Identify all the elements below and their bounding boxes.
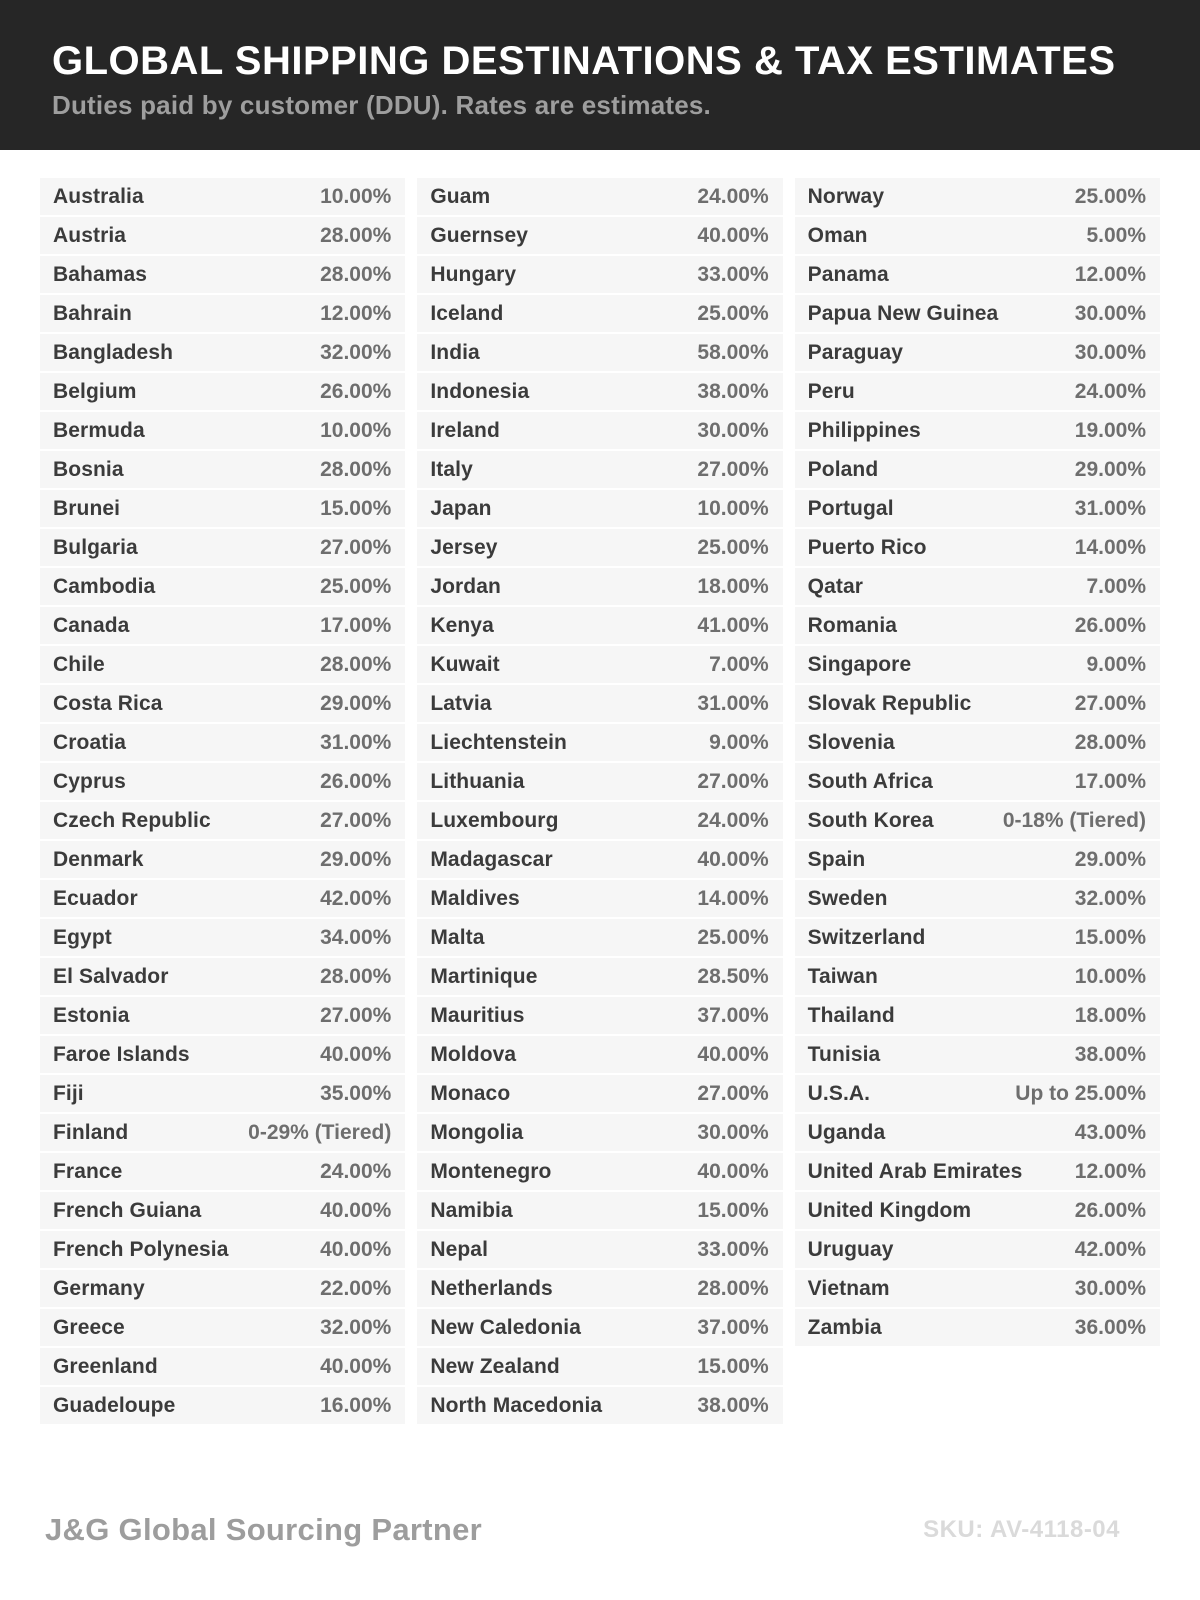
country-name: Finland [53,1120,129,1144]
country-name: Japan [430,496,492,520]
country-name: French Polynesia [53,1237,229,1261]
table-row [417,958,782,995]
brand-name: J&G Global Sourcing Partner [45,1512,483,1547]
country-name: Kenya [430,613,494,637]
tax-rate-value: 33.00% [697,262,769,286]
table-row [40,490,405,527]
table-row [40,685,405,722]
country-name: Monaco [430,1081,511,1105]
country-name: Guernsey [430,223,529,247]
country-name: Fiji [53,1081,84,1105]
country-name: New Caledonia [430,1315,581,1339]
country-name: Brunei [53,496,121,520]
table-row [40,997,405,1034]
table-row [417,1270,782,1307]
country-name: Germany [53,1276,145,1300]
table-row [417,1309,782,1346]
table-row [795,841,1160,878]
tax-rate-value: 25.00% [697,925,769,949]
table-row [417,646,782,683]
table-row [417,1114,782,1151]
table-row [795,1075,1160,1112]
table-row [40,1192,405,1229]
tax-rate-value: 30.00% [697,418,769,442]
country-name: Australia [53,184,144,208]
country-name: Portugal [807,496,894,520]
table-row [795,529,1160,566]
tax-rate-value: 31.00% [697,691,769,715]
tax-rate-table [40,178,1160,1426]
table-row [417,178,782,215]
table-row [795,1114,1160,1151]
tax-rate-value: 58.00% [697,340,769,364]
table-row [417,1192,782,1229]
country-name: Tunisia [807,1042,881,1066]
tax-rate-value: 24.00% [320,1159,392,1183]
table-row [795,490,1160,527]
tax-rate-value: 30.00% [1074,1276,1146,1300]
country-name: Slovak Republic [807,691,972,715]
country-name: Iceland [430,301,504,325]
country-name: Peru [807,379,855,403]
tax-rate-value: 15.00% [697,1354,769,1378]
tax-rate-value: 29.00% [1074,457,1146,481]
country-name: Chile [53,652,105,676]
tax-rate-value: 28.00% [320,223,392,247]
table-row [40,958,405,995]
table-row [795,1309,1160,1346]
tax-rate-value: 26.00% [320,379,392,403]
tax-rate-value: 28.00% [320,457,392,481]
tax-rate-value: 10.00% [697,496,769,520]
tax-rate-value: 15.00% [1074,925,1146,949]
tax-rate-value: 18.00% [697,574,769,598]
tax-rate-value: 28.00% [697,1276,769,1300]
table-row [795,763,1160,800]
country-name: U.S.A. [807,1081,871,1105]
table-row [40,763,405,800]
tax-rate-value: 31.00% [320,730,392,754]
tax-rate-value: 12.00% [320,301,392,325]
table-row [795,373,1160,410]
table-row [417,841,782,878]
table-row [795,724,1160,761]
tax-rate-value: 12.00% [1074,262,1146,286]
table-row [40,295,405,332]
country-name: Bahamas [53,262,148,286]
country-name: Estonia [53,1003,130,1027]
tax-rate-value: 40.00% [697,1159,769,1183]
country-name: United Arab Emirates [807,1159,1023,1183]
country-name: Nepal [430,1237,489,1261]
tax-rate-value: 35.00% [320,1081,392,1105]
table-row [417,1231,782,1268]
table-row [40,1309,405,1346]
tax-rate-value: 30.00% [1074,301,1146,325]
country-name: Slovenia [807,730,895,754]
country-name: Switzerland [807,925,926,949]
table-row [40,178,405,215]
tax-rate-value: 0-18% (Tiered) [1002,808,1146,832]
country-name: New Zealand [430,1354,560,1378]
country-name: Greece [53,1315,125,1339]
table-row [40,451,405,488]
table-row [795,958,1160,995]
tax-rate-value: 16.00% [320,1393,392,1417]
table-row [40,1075,405,1112]
country-name: Latvia [430,691,492,715]
country-name: Cambodia [53,574,156,598]
country-name: Canada [53,613,130,637]
country-name: Malta [430,925,485,949]
tax-rate-value: 10.00% [1074,964,1146,988]
tax-rate-value: 36.00% [1074,1315,1146,1339]
table-row [417,1387,782,1424]
country-name: Ecuador [53,886,138,910]
country-name: Panama [807,262,889,286]
table-row [795,997,1160,1034]
tax-rate-value: 22.00% [320,1276,392,1300]
tax-rate-value: 40.00% [320,1237,392,1261]
tax-rate-value: Up to 25.00% [1015,1081,1146,1105]
tax-rate-value: 10.00% [320,418,392,442]
tax-rate-value: 24.00% [697,808,769,832]
table-row [40,373,405,410]
table-row [795,1036,1160,1073]
table-row [417,880,782,917]
tax-rate-value: 5.00% [1086,223,1146,247]
country-name: Mauritius [430,1003,525,1027]
tax-rate-value: 34.00% [320,925,392,949]
table-row [795,334,1160,371]
tax-rate-value: 38.00% [1074,1042,1146,1066]
table-row [795,1192,1160,1229]
table-column-3 [795,178,1160,1348]
table-row [417,1036,782,1073]
country-name: Croatia [53,730,127,754]
tax-rate-value: 32.00% [320,1315,392,1339]
tax-rate-value: 40.00% [320,1354,392,1378]
tax-rate-value: 41.00% [697,613,769,637]
table-row [795,802,1160,839]
country-name: South Africa [807,769,933,793]
table-column-1 [40,178,405,1426]
country-name: Thailand [807,1003,895,1027]
country-name: Puerto Rico [807,535,927,559]
table-row [40,334,405,371]
tax-rate-value: 28.00% [1074,730,1146,754]
tax-rate-value: 14.00% [697,886,769,910]
table-row [417,568,782,605]
tax-rate-value: 27.00% [697,1081,769,1105]
table-row [40,1348,405,1385]
table-row [795,1153,1160,1190]
country-name: Poland [807,457,879,481]
tax-rate-value: 24.00% [1074,379,1146,403]
table-row [417,373,782,410]
tax-rate-value: 19.00% [1074,418,1146,442]
table-row [40,1153,405,1190]
country-name: Denmark [53,847,144,871]
country-name: Maldives [430,886,520,910]
table-row [40,802,405,839]
table-row [417,919,782,956]
tax-rate-value: 26.00% [1074,613,1146,637]
table-row [795,178,1160,215]
tax-rate-value: 29.00% [320,691,392,715]
country-name: Lithuania [430,769,525,793]
country-name: Belgium [53,379,137,403]
country-name: Luxembourg [430,808,559,832]
table-row [40,217,405,254]
country-name: Mongolia [430,1120,524,1144]
country-name: France [53,1159,123,1183]
table-row [417,724,782,761]
table-row [795,568,1160,605]
table-row [40,529,405,566]
page-subtitle: Duties paid by customer (DDU). Rates are estimates. [52,90,711,120]
country-name: Netherlands [430,1276,553,1300]
table-row [417,763,782,800]
country-name: Martinique [430,964,538,988]
tax-rate-value: 18.00% [1074,1003,1146,1027]
tax-rate-value: 27.00% [320,808,392,832]
table-row [417,802,782,839]
country-name: Bermuda [53,418,145,442]
tax-rate-value: 17.00% [320,613,392,637]
country-name: Oman [807,223,868,247]
country-name: Vietnam [807,1276,890,1300]
tax-rate-value: 27.00% [320,535,392,559]
country-name: Indonesia [430,379,530,403]
tax-rate-value: 28.00% [320,262,392,286]
country-name: Montenegro [430,1159,552,1183]
table-row [40,646,405,683]
tax-rate-value: 25.00% [697,301,769,325]
tax-rate-value: 29.00% [1074,847,1146,871]
tax-rate-value: 15.00% [697,1198,769,1222]
table-row [417,412,782,449]
country-name: Austria [53,223,127,247]
tax-rate-value: 14.00% [1074,535,1146,559]
country-name: Bangladesh [53,340,174,364]
table-row [417,256,782,293]
page-title: GLOBAL SHIPPING DESTINATIONS & TAX ESTIMATES [52,39,1116,83]
country-name: Spain [807,847,866,871]
table-row [40,1036,405,1073]
country-name: El Salvador [53,964,169,988]
tax-rate-value: 28.00% [320,652,392,676]
tax-rate-value: 37.00% [697,1003,769,1027]
table-row [795,217,1160,254]
country-name: Qatar [807,574,864,598]
country-name: Norway [807,184,885,208]
table-row [417,217,782,254]
country-name: Liechtenstein [430,730,567,754]
tax-rate-value: 9.00% [709,730,769,754]
table-row [795,412,1160,449]
tax-rate-value: 9.00% [1086,652,1146,676]
tax-rate-value: 26.00% [1074,1198,1146,1222]
tax-rate-value: 24.00% [697,184,769,208]
country-name: Zambia [807,1315,882,1339]
table-row [795,685,1160,722]
table-column-2 [417,178,782,1426]
table-row [40,1270,405,1307]
tax-rate-value: 27.00% [1074,691,1146,715]
table-row [417,1075,782,1112]
tax-rate-value: 42.00% [1074,1237,1146,1261]
tax-rate-value: 28.00% [320,964,392,988]
tax-rate-value: 27.00% [697,769,769,793]
table-row [40,1231,405,1268]
country-name: Namibia [430,1198,513,1222]
country-name: Moldova [430,1042,517,1066]
country-name: Cyprus [53,769,126,793]
tax-rate-value: 31.00% [1074,496,1146,520]
tax-rate-value: 10.00% [320,184,392,208]
tax-rate-value: 28.50% [697,964,769,988]
tax-rate-value: 7.00% [1086,574,1146,598]
table-row [417,997,782,1034]
country-name: North Macedonia [430,1393,603,1417]
country-name: Madagascar [430,847,553,871]
tax-rate-value: 30.00% [1074,340,1146,364]
table-row [795,607,1160,644]
table-row [417,529,782,566]
tax-rate-value: 32.00% [320,340,392,364]
header-banner [0,0,1200,150]
table-row [40,256,405,293]
table-row [417,451,782,488]
country-name: Philippines [807,418,921,442]
country-name: Egypt [53,925,112,949]
tax-rate-value: 43.00% [1074,1120,1146,1144]
table-row [40,880,405,917]
country-name: Jersey [430,535,498,559]
tax-rate-value: 25.00% [320,574,392,598]
table-row [40,1114,405,1151]
country-name: Kuwait [430,652,500,676]
country-name: Faroe Islands [53,1042,190,1066]
tax-rate-value: 37.00% [697,1315,769,1339]
table-row [417,607,782,644]
table-row [795,919,1160,956]
country-name: Ireland [430,418,500,442]
table-row [417,490,782,527]
table-row [417,1348,782,1385]
tax-rate-value: 15.00% [320,496,392,520]
table-row [40,919,405,956]
table-row [40,568,405,605]
tax-rate-value: 25.00% [697,535,769,559]
footer [45,1512,1120,1548]
tax-rate-value: 12.00% [1074,1159,1146,1183]
country-name: United Kingdom [807,1198,972,1222]
country-name: India [430,340,480,364]
country-name: Taiwan [807,964,878,988]
tax-rate-value: 40.00% [320,1042,392,1066]
country-name: Italy [430,457,473,481]
table-row [417,295,782,332]
table-row [795,451,1160,488]
country-name: French Guiana [53,1198,202,1222]
tax-rate-value: 0-29% (Tiered) [248,1120,392,1144]
country-name: Uganda [807,1120,886,1144]
country-name: Singapore [807,652,912,676]
country-name: Jordan [430,574,501,598]
country-name: Costa Rica [53,691,163,715]
tax-rate-value: 42.00% [320,886,392,910]
table-row [417,334,782,371]
tax-rate-value: 40.00% [697,223,769,247]
tax-rate-value: 40.00% [697,847,769,871]
table-row [795,1270,1160,1307]
tax-rate-value: 25.00% [1074,184,1146,208]
table-row [795,295,1160,332]
tax-rate-value: 27.00% [320,1003,392,1027]
tax-rate-value: 38.00% [697,1393,769,1417]
country-name: Hungary [430,262,517,286]
country-name: Sweden [807,886,888,910]
tax-rate-value: 17.00% [1074,769,1146,793]
country-name: Bosnia [53,457,124,481]
table-row [40,607,405,644]
country-name: Paraguay [807,340,904,364]
tax-rate-value: 30.00% [697,1120,769,1144]
tax-rate-value: 33.00% [697,1237,769,1261]
table-row [40,841,405,878]
country-name: Greenland [53,1354,158,1378]
table-row [40,1387,405,1424]
country-name: Papua New Guinea [807,301,999,325]
country-name: Guam [430,184,491,208]
tax-rate-value: 38.00% [697,379,769,403]
country-name: Czech Republic [53,808,211,832]
country-name: Uruguay [807,1237,894,1261]
tax-rate-value: 26.00% [320,769,392,793]
table-row [795,256,1160,293]
tax-rate-value: 40.00% [697,1042,769,1066]
table-row [40,412,405,449]
tax-rate-value: 7.00% [709,652,769,676]
tax-rate-value: 29.00% [320,847,392,871]
tax-rate-value: 40.00% [320,1198,392,1222]
table-row [417,1153,782,1190]
table-row [795,1231,1160,1268]
country-name: Romania [807,613,898,637]
country-name: Bahrain [53,301,132,325]
table-row [40,724,405,761]
table-row [795,880,1160,917]
country-name: Bulgaria [53,535,138,559]
table-row [417,685,782,722]
tax-rate-value: 32.00% [1074,886,1146,910]
tax-rate-value: 27.00% [697,457,769,481]
sku-label: SKU: AV-4118-04 [923,1516,1120,1543]
country-name: South Korea [807,808,934,832]
table-row [795,646,1160,683]
country-name: Guadeloupe [53,1393,176,1417]
